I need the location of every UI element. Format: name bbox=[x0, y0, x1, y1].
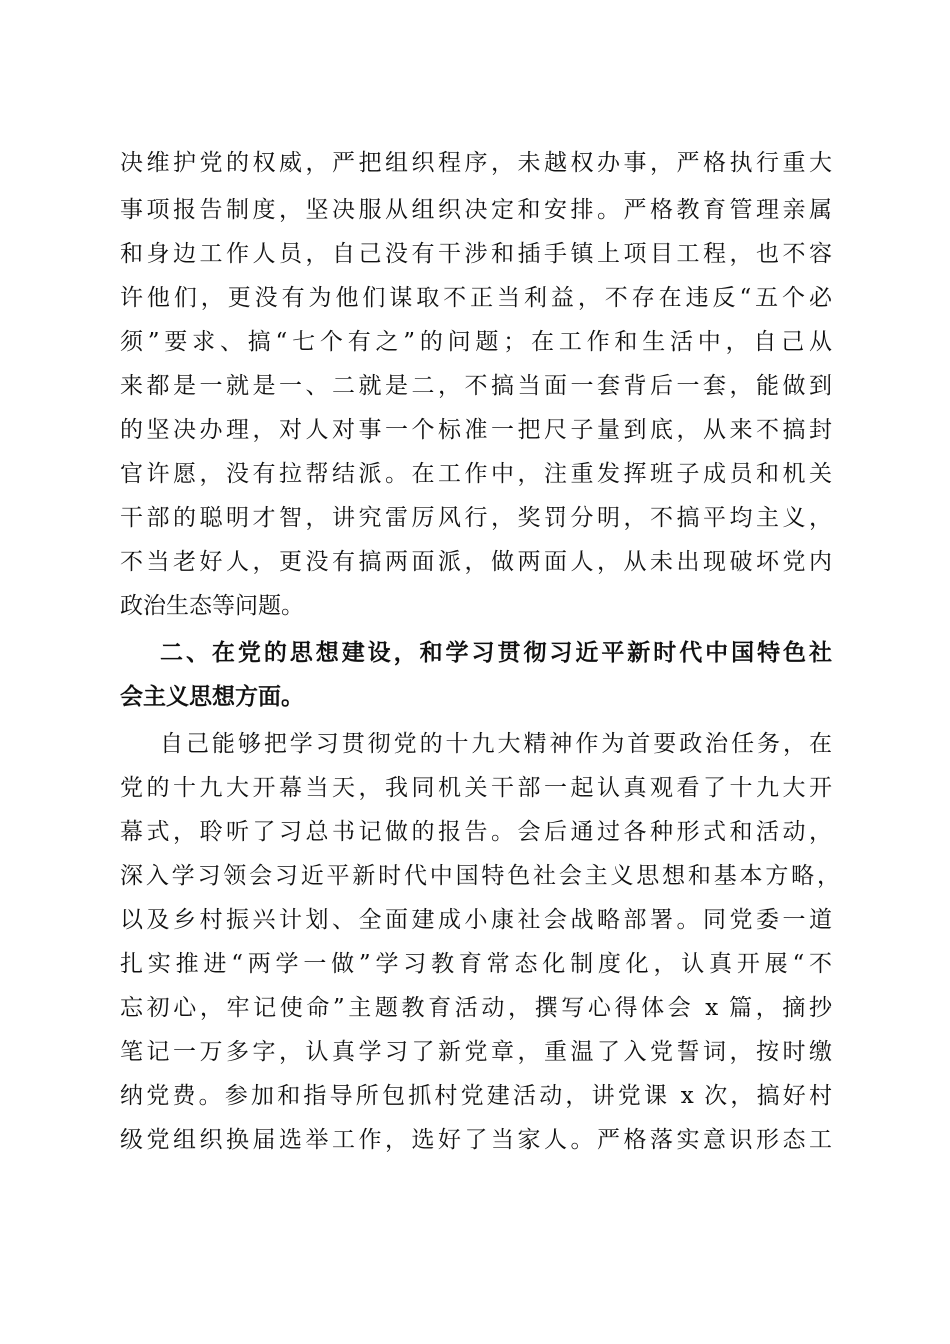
paragraph-1-line-9: 干部的聪明才智，讲究雷厉风行，奖罚分明，不搞平均主义， bbox=[120, 505, 832, 531]
paragraph-1-line-8: 官许愿，没有拉帮结派。在工作中，注重发挥班子成员和机关 bbox=[120, 461, 832, 487]
paragraph-1-line-10: 不当老好人，更没有搞两面派，做两面人，从未出现破坏党内 bbox=[120, 549, 832, 575]
section-heading-line-1: 二、在党的思想建设，和学习贯彻习近平新时代中国特色社 bbox=[160, 640, 832, 666]
paragraph-2-line-4: 深入学习领会习近平新时代中国特色社会主义思想和基本方略， bbox=[120, 863, 840, 889]
paragraph-2-line-7: 忘初心，牢记使命”主题教育活动，撰写心得体会 x 篇，摘抄 bbox=[120, 995, 832, 1021]
paragraph-1-line-6: 来都是一就是一、二就是二，不搞当面一套背后一套，能做到 bbox=[120, 373, 832, 399]
paragraph-1-line-5: 须”要求、搞“七个有之”的问题；在工作和生活中，自己从 bbox=[120, 329, 832, 355]
paragraph-1-line-4: 许他们，更没有为他们谋取不正当利益，不存在违反“五个必 bbox=[120, 285, 832, 311]
paragraph-1-line-11: 政治生态等问题。 bbox=[120, 593, 304, 619]
paragraph-2-line-3: 幕式，聆听了习总书记做的报告。会后通过各种形式和活动， bbox=[120, 819, 832, 845]
paragraph-2-line-8: 笔记一万多字，认真学习了新党章，重温了入党誓词，按时缴 bbox=[120, 1039, 832, 1065]
paragraph-1-line-7: 的坚决办理，对人对事一个标准一把尺子量到底，从来不搞封 bbox=[120, 417, 832, 443]
paragraph-2-line-9: 纳党费。参加和指导所包抓村党建活动，讲党课 x 次，搞好村 bbox=[120, 1083, 832, 1109]
paragraph-1-line-1: 决维护党的权威，严把组织程序，未越权办事，严格执行重大 bbox=[120, 150, 832, 176]
paragraph-2-line-10: 级党组织换届选举工作，选好了当家人。严格落实意识形态工 bbox=[120, 1127, 832, 1153]
section-heading-line-2: 会主义思想方面。 bbox=[120, 684, 304, 710]
paragraph-2-line-5: 以及乡村振兴计划、全面建成小康社会战略部署。同党委一道 bbox=[120, 907, 832, 933]
paragraph-1-line-3: 和身边工作人员，自己没有干涉和插手镇上项目工程，也不容 bbox=[120, 241, 832, 267]
paragraph-2-line-2: 党的十九大开幕当天，我同机关干部一起认真观看了十九大开 bbox=[120, 775, 832, 801]
paragraph-2-line-1: 自己能够把学习贯彻党的十九大精神作为首要政治任务，在 bbox=[160, 731, 832, 757]
paragraph-2-line-6: 扎实推进“两学一做”学习教育常态化制度化，认真开展“不 bbox=[120, 951, 832, 977]
paragraph-1-line-2: 事项报告制度，坚决服从组织决定和安排。严格教育管理亲属 bbox=[120, 197, 832, 223]
